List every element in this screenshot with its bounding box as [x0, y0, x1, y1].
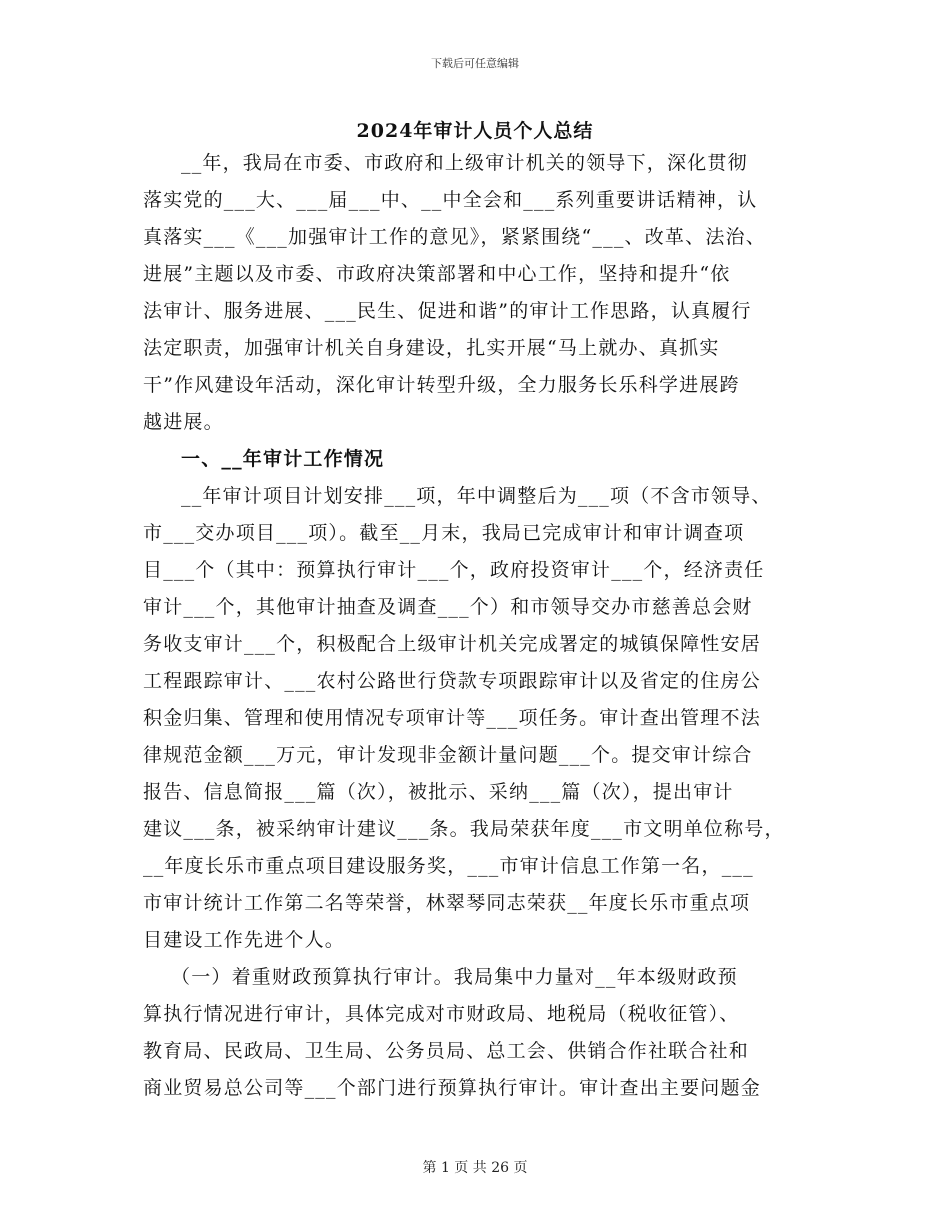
paragraph-line: __年，我局在市委、市政府和上级审计机关的领导下，深化贯彻 [181, 152, 748, 174]
paragraph-line: 商业贸易总公司等___个部门进行预算执行审计。审计查出主要问题金 [143, 1077, 761, 1099]
section-heading: 一、__年审计工作情况 [181, 448, 385, 470]
document-body [143, 145, 833, 1107]
page-number: 第 1 页 共 26 页 [422, 1160, 528, 1176]
paragraph-line: 目建设工作先进个人。 [143, 929, 346, 951]
paragraph-line: 目___个（其中：预算执行审计___个，政府投资审计___个，经济责任 [143, 559, 765, 581]
paragraph-line: 落实党的___大、___届___中、__中全会和___系列重要讲话精神，认 [143, 189, 758, 211]
paragraph-line: 算执行情况进行审计，具体完成对市财政局、地税局（税收征管）、 [143, 1003, 740, 1025]
paragraph-line: 法定职责，加强审计机关自身建设，扎实开展“马上就办、真抓实 [143, 337, 720, 359]
header-note: 下载后可任意编辑 [431, 57, 519, 70]
paragraph-line: 市审计统计工作第二名等荣誉，林翠琴同志荣获__年度长乐市重点项 [143, 892, 751, 914]
paragraph-line: __年审计项目计划安排___项，年中调整后为___项（不含市领导、 [181, 485, 772, 507]
paragraph-line: 法审计、服务进展、___民生、促进和谐”的审计工作思路，认真履行 [143, 300, 752, 322]
paragraph-line: 干”作风建设年活动，深化审计转型升级，全力服务长乐科学进展跨 [143, 374, 740, 396]
paragraph-line: 进展”主题以及市委、市政府决策部署和中心工作，坚持和提升“依 [143, 263, 731, 285]
paragraph-line: __年度长乐市重点项目建设服务奖，___市审计信息工作第一名，___ [143, 855, 754, 877]
paragraph-line: 工程跟踪审计、___农村公路世行贷款专项跟踪审计以及省定的住房公 [143, 670, 761, 692]
paragraph-line: 务收支审计___个，积极配合上级审计机关完成署定的城镇保障性安居 [143, 633, 761, 655]
paragraph-line: 律规范金额___万元，审计发现非金额计量问题___个。提交审计综合 [143, 744, 753, 766]
paragraph-line: 越进展。 [143, 411, 224, 433]
document-title: 2024年审计人员个人总结 [356, 120, 594, 142]
paragraph-line: 审计___个，其他审计抽查及调查___个）和市领导交办市慈善总会财 [143, 596, 753, 618]
paragraph-line: 教育局、民政局、卫生局、公务员局、总工会、供销合作社联合社和 [143, 1040, 750, 1062]
paragraph-line: 真落实___《___加强审计工作的意见》，紧紧围绕“___、改革、法治、 [143, 226, 766, 248]
paragraph-line: （一）着重财政预算执行审计。我局集中力量对__年本级财政预 [171, 966, 738, 988]
paragraph-line: 积金归集、管理和使用情况专项审计等___项任务。审计查出管理不法 [143, 707, 761, 729]
paragraph-line: 市___交办项目___项）。截至__月末，我局已完成审计和审计调查项 [143, 522, 745, 544]
paragraph-line: 报告、信息简报___篇（次），被批示、采纳___篇（次），提出审计 [143, 781, 734, 803]
paragraph-line: 建议___条，被采纳审计建议___条。我局荣获年度___市文明单位称号， [143, 818, 785, 840]
